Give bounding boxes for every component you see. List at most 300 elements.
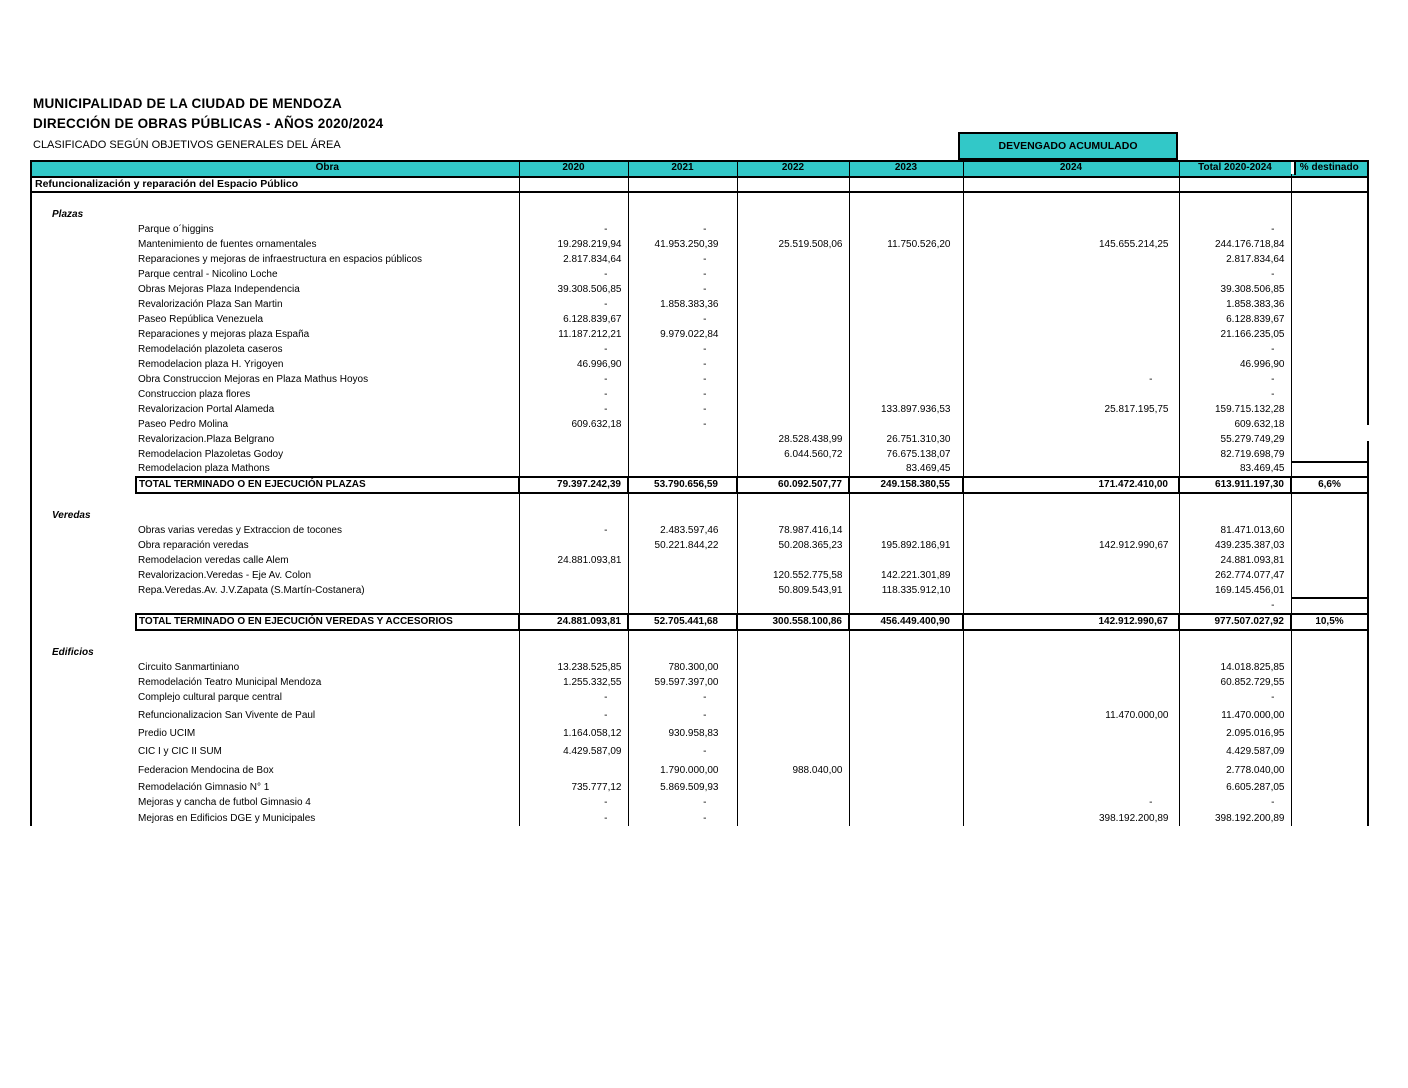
value-cell-2022: 120.552.775,58 <box>737 568 849 583</box>
value-cell-2024 <box>963 207 1179 222</box>
value-cell-2023 <box>849 778 963 795</box>
value-cell-2021: 52.705.441,68 <box>628 614 737 630</box>
value-cell-2021 <box>628 493 737 508</box>
value-cell-total: 2.778.040,00 <box>1179 759 1291 778</box>
value-cell-2022: 988.040,00 <box>737 759 849 778</box>
column-header-obra: Obra <box>136 161 519 177</box>
value-cell-2020 <box>519 493 628 508</box>
value-cell-2021: - <box>628 312 737 327</box>
value-cell-2020: 1.164.058,12 <box>519 723 628 741</box>
obra-indent-cell <box>31 778 136 795</box>
column-header-total: Total 2020-2024 <box>1179 161 1291 177</box>
value-cell-2021: - <box>628 810 737 826</box>
value-cell-2024 <box>963 645 1179 660</box>
obra-label-cell: Revalorizacion.Plaza Belgrano <box>138 434 275 445</box>
value-cell-2024 <box>963 177 1179 192</box>
value-cell-2024 <box>963 660 1179 675</box>
value-cell-2022: 78.987.416,14 <box>737 523 849 538</box>
value-cell-2024: 25.817.195,75 <box>963 402 1179 417</box>
pct-cell <box>1291 282 1368 297</box>
pct-cell <box>1291 723 1368 741</box>
pct-cell <box>1291 508 1368 523</box>
obra-indent-cell <box>31 192 136 207</box>
obra-label-cell: Revalorizacion.Veredas - Eje Av. Colon <box>138 570 312 581</box>
obra-label-cell: Construccion plaza flores <box>138 389 251 400</box>
value-cell-2023 <box>849 630 963 645</box>
value-cell-total <box>1179 192 1291 207</box>
value-cell-2023 <box>849 222 963 237</box>
section-label: Veredas <box>31 508 519 523</box>
obra-indent-cell <box>31 538 136 553</box>
value-cell-2024: 398.192.200,89 <box>963 810 1179 826</box>
value-cell-2024 <box>963 493 1179 508</box>
value-cell-2021: - <box>628 402 737 417</box>
obra-indent-cell <box>31 267 136 282</box>
value-cell-2020: - <box>519 297 628 312</box>
right-border-gap <box>1365 425 1369 441</box>
value-cell-total: 169.145.456,01 <box>1179 583 1291 598</box>
value-cell-2021: - <box>628 690 737 705</box>
obra-label-cell: Revalorizacion Portal Alameda <box>138 404 275 415</box>
value-cell-2021 <box>628 553 737 568</box>
value-cell-2021 <box>628 177 737 192</box>
value-cell-2020 <box>519 207 628 222</box>
value-cell-2024: - <box>963 795 1179 810</box>
obra-label-cell <box>136 598 519 614</box>
value-cell-2022 <box>737 493 849 508</box>
value-cell-2022 <box>737 690 849 705</box>
value-cell-2023 <box>849 207 963 222</box>
value-cell-2024: 11.470.000,00 <box>963 705 1179 723</box>
value-cell-2021: - <box>628 705 737 723</box>
pct-cell <box>1291 237 1368 252</box>
page-subtitle: DIRECCIÓN DE OBRAS PÚBLICAS - AÑOS 2020/2024 <box>33 116 384 131</box>
obra-indent-cell <box>31 327 136 342</box>
value-cell-2024: - <box>963 372 1179 387</box>
obra-label-cell: Mejoras en Edificios DGE y Municipales <box>138 813 316 824</box>
value-cell-2023 <box>849 267 963 282</box>
value-cell-2023 <box>849 598 963 614</box>
value-cell-2023 <box>849 508 963 523</box>
value-cell-2020 <box>519 508 628 523</box>
pct-cell <box>1291 192 1368 207</box>
value-cell-2022 <box>737 741 849 759</box>
obra-label-cell: Paseo República Venezuela <box>138 314 264 325</box>
value-cell-2024 <box>963 462 1179 477</box>
classification-line: CLASIFICADO SEGÚN OBJETIVOS GENERALES DEL ÁREA <box>33 139 341 151</box>
value-cell-2022 <box>737 810 849 826</box>
value-cell-2022 <box>737 660 849 675</box>
value-cell-2023: 118.335.912,10 <box>849 583 963 598</box>
obra-indent-cell <box>31 417 136 432</box>
value-cell-2024 <box>963 630 1179 645</box>
pct-cell <box>1291 759 1368 778</box>
value-cell-2021 <box>628 462 737 477</box>
value-cell-2023: 195.892.186,91 <box>849 538 963 553</box>
pct-cell <box>1291 645 1368 660</box>
obra-label-cell <box>136 192 519 207</box>
obra-label-cell: Paseo Pedro Molina <box>138 419 229 430</box>
value-cell-total: 82.719.698,79 <box>1179 447 1291 462</box>
obra-label-cell: Remodelacion plaza H. Yrigoyen <box>138 359 284 370</box>
value-cell-2020 <box>519 630 628 645</box>
pct-cell <box>1291 778 1368 795</box>
value-cell-total: 2.095.016,95 <box>1179 723 1291 741</box>
value-cell-2020: 24.881.093,81 <box>519 614 628 630</box>
value-cell-2024 <box>963 342 1179 357</box>
pct-cell <box>1291 207 1368 222</box>
value-cell-2021: 50.221.844,22 <box>628 538 737 553</box>
pct-cell <box>1291 493 1368 508</box>
value-cell-2024 <box>963 553 1179 568</box>
value-cell-2024 <box>963 723 1179 741</box>
obra-indent-cell <box>31 402 136 417</box>
value-cell-2021 <box>628 630 737 645</box>
value-cell-2020: - <box>519 267 628 282</box>
value-cell-2024 <box>963 568 1179 583</box>
obra-label-cell: Mejoras y cancha de futbol Gimnasio 4 <box>138 797 311 808</box>
value-cell-2023 <box>849 252 963 267</box>
value-cell-2022 <box>737 417 849 432</box>
value-cell-2022 <box>737 723 849 741</box>
value-cell-total <box>1179 207 1291 222</box>
column-header-2020: 2020 <box>519 161 628 177</box>
value-cell-2023 <box>849 741 963 759</box>
obra-indent-cell <box>31 477 136 493</box>
value-cell-2020 <box>519 598 628 614</box>
value-cell-2022 <box>737 387 849 402</box>
page-title: MUNICIPALIDAD DE LA CIUDAD DE MENDOZA <box>33 96 342 111</box>
value-cell-2022: 50.208.365,23 <box>737 538 849 553</box>
pct-cell <box>1291 630 1368 645</box>
value-cell-2020: 735.777,12 <box>519 778 628 795</box>
value-cell-2021: - <box>628 357 737 372</box>
value-cell-total: 4.429.587,09 <box>1179 741 1291 759</box>
value-cell-2024 <box>963 583 1179 598</box>
obra-indent-cell <box>31 598 136 614</box>
devengado-acumulado-banner: DEVENGADO ACUMULADO <box>958 132 1178 160</box>
obra-label-cell: Remodelacion plaza Mathons <box>138 463 270 474</box>
value-cell-2021: - <box>628 387 737 402</box>
obra-indent-cell <box>31 222 136 237</box>
value-cell-2024: 142.912.990,67 <box>963 614 1179 630</box>
value-cell-2024 <box>963 778 1179 795</box>
value-cell-2022: 50.809.543,91 <box>737 583 849 598</box>
pct-cell <box>1291 432 1368 447</box>
value-cell-2022 <box>737 282 849 297</box>
obra-indent-cell <box>31 297 136 312</box>
value-cell-2024 <box>963 447 1179 462</box>
obra-indent-cell <box>31 741 136 759</box>
pct-cell <box>1291 598 1368 614</box>
value-cell-2022 <box>737 795 849 810</box>
obra-indent-cell <box>31 357 136 372</box>
value-cell-2024: 171.472.410,00 <box>963 477 1179 493</box>
column-header-2023: 2023 <box>849 161 963 177</box>
obra-indent-cell <box>31 705 136 723</box>
value-cell-2023 <box>849 660 963 675</box>
value-cell-total: 262.774.077,47 <box>1179 568 1291 583</box>
value-cell-2020: 79.397.242,39 <box>519 477 628 493</box>
obra-indent-cell <box>31 282 136 297</box>
value-cell-total: 2.817.834,64 <box>1179 252 1291 267</box>
value-cell-2020: 1.255.332,55 <box>519 675 628 690</box>
value-cell-2021: - <box>628 372 737 387</box>
obra-label-cell: Remodelación Gimnasio N° 1 <box>138 782 270 793</box>
value-cell-2020 <box>519 462 628 477</box>
value-cell-2021: - <box>628 267 737 282</box>
value-cell-total: 39.308.506,85 <box>1179 282 1291 297</box>
pct-cell <box>1291 553 1368 568</box>
pct-cell <box>1291 252 1368 267</box>
obra-label-cell: Predio UCIM <box>138 728 196 739</box>
obra-indent-cell <box>31 252 136 267</box>
value-cell-2022 <box>737 327 849 342</box>
value-cell-total: - <box>1179 372 1291 387</box>
value-cell-2024 <box>963 387 1179 402</box>
pct-cell <box>1291 312 1368 327</box>
obra-label-cell: Repa.Veredas.Av. J.V.Zapata (S.Martín-Costanera) <box>138 585 365 596</box>
value-cell-2023 <box>849 759 963 778</box>
value-cell-2023: 26.751.310,30 <box>849 432 963 447</box>
value-cell-2020: - <box>519 810 628 826</box>
obra-indent-cell <box>31 372 136 387</box>
group-subheader: Refuncionalización y reparación del Espacio Público <box>31 177 519 192</box>
value-cell-total: 60.852.729,55 <box>1179 675 1291 690</box>
value-cell-total: - <box>1179 598 1291 614</box>
column-header-pct-destinado: % destinado <box>1291 161 1368 177</box>
value-cell-2022 <box>737 598 849 614</box>
pct-cell <box>1291 402 1368 417</box>
obra-indent-cell <box>31 759 136 778</box>
value-cell-2022: 300.558.100,86 <box>737 614 849 630</box>
value-cell-2021: 2.483.597,46 <box>628 523 737 538</box>
value-cell-2021: 1.790.000,00 <box>628 759 737 778</box>
value-cell-total: - <box>1179 342 1291 357</box>
obra-label-cell: Reparaciones y mejoras de infraestructura en espacios públicos <box>138 254 423 265</box>
value-cell-2024 <box>963 327 1179 342</box>
pct-cell <box>1291 462 1368 477</box>
value-cell-total <box>1179 645 1291 660</box>
value-cell-2021 <box>628 432 737 447</box>
obra-indent-cell <box>31 723 136 741</box>
column-header-indent <box>31 161 136 177</box>
value-cell-total: 439.235.387,03 <box>1179 538 1291 553</box>
value-cell-total: 81.471.013,60 <box>1179 523 1291 538</box>
value-cell-total: - <box>1179 690 1291 705</box>
obra-indent-cell <box>31 387 136 402</box>
value-cell-2024 <box>963 432 1179 447</box>
value-cell-2022 <box>737 372 849 387</box>
value-cell-2020 <box>519 568 628 583</box>
value-cell-2022 <box>737 778 849 795</box>
value-cell-2024 <box>963 267 1179 282</box>
value-cell-2021: 5.869.509,93 <box>628 778 737 795</box>
value-cell-2021: - <box>628 252 737 267</box>
section-label: Plazas <box>31 207 519 222</box>
value-cell-2021: - <box>628 795 737 810</box>
total-label-cell: TOTAL TERMINADO O EN EJECUCIÓN VEREDAS Y ACCESORIOS <box>136 614 519 630</box>
value-cell-2022 <box>737 252 849 267</box>
obra-indent-cell <box>31 237 136 252</box>
pct-cell <box>1291 538 1368 553</box>
value-cell-2021: 930.958,83 <box>628 723 737 741</box>
value-cell-2024 <box>963 297 1179 312</box>
column-header-2021: 2021 <box>628 161 737 177</box>
value-cell-2024 <box>963 417 1179 432</box>
value-cell-2023 <box>849 795 963 810</box>
value-cell-2024 <box>963 675 1179 690</box>
value-cell-2020 <box>519 538 628 553</box>
value-cell-2021: - <box>628 282 737 297</box>
value-cell-2024 <box>963 357 1179 372</box>
value-cell-2022 <box>737 645 849 660</box>
value-cell-2020: - <box>519 222 628 237</box>
value-cell-2021 <box>628 568 737 583</box>
obra-label-cell: Parque central - Nicolino Loche <box>138 269 278 280</box>
value-cell-2023 <box>849 675 963 690</box>
value-cell-2024 <box>963 508 1179 523</box>
value-cell-2022: 60.092.507,77 <box>737 477 849 493</box>
value-cell-2023 <box>849 493 963 508</box>
section-label: Edificios <box>31 645 519 660</box>
value-cell-total: 83.469,45 <box>1179 462 1291 477</box>
obra-indent-cell <box>31 795 136 810</box>
value-cell-2024 <box>963 192 1179 207</box>
value-cell-2023 <box>849 723 963 741</box>
obra-indent-cell <box>31 342 136 357</box>
pct-cell <box>1291 583 1368 598</box>
obra-indent-cell <box>31 447 136 462</box>
value-cell-total: - <box>1179 387 1291 402</box>
pct-cell <box>1291 447 1368 462</box>
pct-cell <box>1291 222 1368 237</box>
obras-table-wrapper <box>30 160 1369 826</box>
pct-cell <box>1291 372 1368 387</box>
pct-cell <box>1291 417 1368 432</box>
value-cell-total <box>1179 493 1291 508</box>
value-cell-2021 <box>628 447 737 462</box>
value-cell-2020 <box>519 645 628 660</box>
obra-label-cell: Obra reparación veredas <box>138 540 249 551</box>
value-cell-total: 55.279.749,29 <box>1179 432 1291 447</box>
value-cell-2021: 41.953.250,39 <box>628 237 737 252</box>
value-cell-2020: 4.429.587,09 <box>519 741 628 759</box>
value-cell-2024 <box>963 759 1179 778</box>
pct-cell <box>1291 327 1368 342</box>
pct-cell <box>1291 660 1368 675</box>
pct-cell <box>1291 810 1368 826</box>
value-cell-total: 1.858.383,36 <box>1179 297 1291 312</box>
value-cell-2022 <box>737 462 849 477</box>
obra-indent-cell <box>31 614 136 630</box>
obra-indent-cell <box>31 630 136 645</box>
value-cell-2023 <box>849 553 963 568</box>
column-header-2022: 2022 <box>737 161 849 177</box>
value-cell-2021: 53.790.656,59 <box>628 477 737 493</box>
obra-label-cell <box>136 630 519 645</box>
value-cell-total <box>1179 177 1291 192</box>
obra-label-cell: CIC I y CIC II SUM <box>138 746 222 757</box>
value-cell-2024 <box>963 523 1179 538</box>
obra-label-cell: Mantenimiento de fuentes ornamentales <box>138 239 317 250</box>
value-cell-total: 21.166.235,05 <box>1179 327 1291 342</box>
value-cell-2024: 142.912.990,67 <box>963 538 1179 553</box>
value-cell-total: - <box>1179 795 1291 810</box>
pct-cell <box>1291 297 1368 312</box>
value-cell-2020 <box>519 447 628 462</box>
value-cell-2021 <box>628 645 737 660</box>
value-cell-2020 <box>519 759 628 778</box>
value-cell-2020: - <box>519 402 628 417</box>
value-cell-2020 <box>519 177 628 192</box>
obra-label-cell: Obra Construccion Mejoras en Plaza Mathus Hoyos <box>138 374 369 385</box>
value-cell-2020: 19.298.219,94 <box>519 237 628 252</box>
value-cell-total: 613.911.197,30 <box>1179 477 1291 493</box>
obra-label-cell <box>136 493 519 508</box>
value-cell-2020: 2.817.834,64 <box>519 252 628 267</box>
value-cell-2020: - <box>519 523 628 538</box>
value-cell-2021: 9.979.022,84 <box>628 327 737 342</box>
value-cell-total: 609.632,18 <box>1179 417 1291 432</box>
value-cell-2023 <box>849 342 963 357</box>
obra-indent-cell <box>31 675 136 690</box>
pct-cell <box>1291 741 1368 759</box>
value-cell-total: 159.715.132,28 <box>1179 402 1291 417</box>
value-cell-2023 <box>849 177 963 192</box>
obra-indent-cell <box>31 568 136 583</box>
value-cell-2023: 83.469,45 <box>849 462 963 477</box>
obra-indent-cell <box>31 583 136 598</box>
value-cell-total: - <box>1179 222 1291 237</box>
value-cell-2020: 24.881.093,81 <box>519 553 628 568</box>
value-cell-2020: 13.238.525,85 <box>519 660 628 675</box>
value-cell-total: 977.507.027,92 <box>1179 614 1291 630</box>
value-cell-2022 <box>737 553 849 568</box>
obra-label-cell: Remodelación Teatro Municipal Mendoza <box>138 677 322 688</box>
value-cell-2020 <box>519 583 628 598</box>
value-cell-2022 <box>737 357 849 372</box>
header-gap-border <box>1294 161 1296 175</box>
value-cell-2020 <box>519 192 628 207</box>
value-cell-2022 <box>737 630 849 645</box>
obra-label-cell: Parque o´higgins <box>138 224 214 235</box>
value-cell-2020: - <box>519 795 628 810</box>
value-cell-2021: - <box>628 417 737 432</box>
obra-label-cell: Circuito Sanmartiniano <box>138 662 240 673</box>
pct-cell <box>1291 523 1368 538</box>
value-cell-2021: 1.858.383,36 <box>628 297 737 312</box>
value-cell-2023 <box>849 387 963 402</box>
value-cell-2021: 780.300,00 <box>628 660 737 675</box>
value-cell-2024 <box>963 312 1179 327</box>
value-cell-2023: 249.158.380,55 <box>849 477 963 493</box>
obra-label-cell: Remodelación plazoleta caseros <box>138 344 283 355</box>
total-label-cell: TOTAL TERMINADO O EN EJECUCIÓN PLAZAS <box>136 477 519 493</box>
obra-indent-cell <box>31 523 136 538</box>
value-cell-2023 <box>849 690 963 705</box>
value-cell-2022 <box>737 222 849 237</box>
pct-cell <box>1291 568 1368 583</box>
value-cell-2021: - <box>628 222 737 237</box>
value-cell-2022 <box>737 267 849 282</box>
value-cell-2020: - <box>519 372 628 387</box>
value-cell-2020: 6.128.839,67 <box>519 312 628 327</box>
value-cell-2023 <box>849 357 963 372</box>
value-cell-2022 <box>737 177 849 192</box>
value-cell-2020: 39.308.506,85 <box>519 282 628 297</box>
value-cell-2022: 28.528.438,99 <box>737 432 849 447</box>
